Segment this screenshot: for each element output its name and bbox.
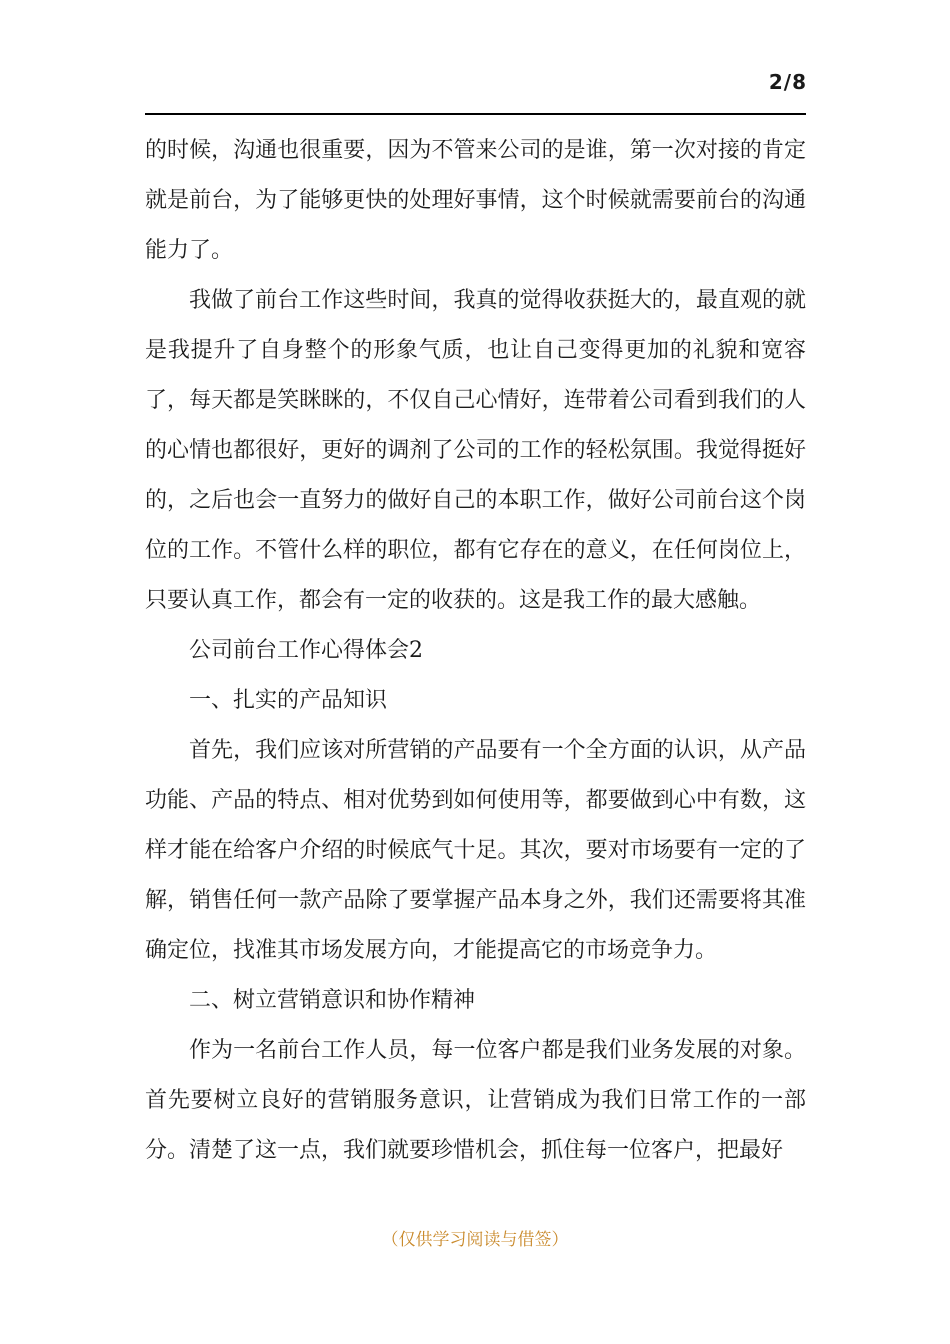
section-heading-2: 二、树立营销意识和协作精神: [189, 988, 476, 1013]
paragraph-marketing: 作为一名前台工作人员，每一位客户都是我们业务发展的对象。首先要树立良好的营销服务意识，让营销成为我们日常工作的一部分。清楚了这一点，我们就要珍惜机会，抓住每一位客户，把最好: [145, 1038, 806, 1163]
paragraph-reflection: 我做了前台工作这些时间，我真的觉得收获挺大的，最直观的就是我提升了自身整个的形象气质，也让自己变得更加的礼貌和宽容了，每天都是笑眯眯的，不仅自己心情好，连带着公司看到我们的人的心情也都很好，更好的调剂了公司的工作的轻松氛围。我觉得挺好的，之后也会一直努力的做好自己的本职工作，做好公司前台这个岗位的工作。不管什么样的职位，都有它存在的意义，在任何岗位上，只要认真工作，都会有一定的收获的。这是我工作的最大感触。: [145, 288, 806, 613]
section-heading-1: 一、扎实的产品知识: [189, 688, 388, 713]
footer-note: （仅供学习阅读与借签）: [381, 1230, 569, 1250]
paragraph-product-knowledge: 首先，我们应该对所营销的产品要有一个全方面的认识，从产品功能、产品的特点、相对优势到如何使用等，都要做到心中有数，这样才能在给客户介绍的时候底气十足。其次，要对市场要有一定的了解，销售任何一款产品除了要掌握产品本身之外，我们还需要将其准确定位，找准其市场发展方向，才能提高它的市场竞争力。: [145, 738, 806, 963]
header-rule: [145, 113, 806, 115]
paragraph-continued: 的时候，沟通也很重要，因为不管来公司的是谁，第一次对接的肯定就是前台，为了能够更快的处理好事情，这个时候就需要前台的沟通能力了。: [145, 138, 806, 263]
section-title: 公司前台工作心得体会2: [189, 638, 423, 663]
page-number: 2/8: [768, 70, 807, 94]
document-body: [145, 126, 806, 1176]
